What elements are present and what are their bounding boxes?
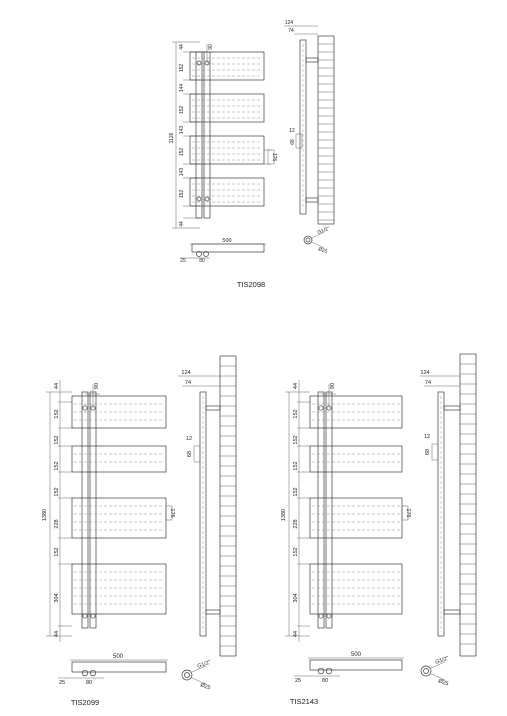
panel-group-2 [72, 446, 166, 472]
panel-group-1 [72, 396, 166, 428]
dim-panel-offset: 176 [271, 152, 277, 162]
dim-left-8: 44 [179, 221, 185, 227]
front-view [281, 380, 411, 684]
valve-detail [421, 655, 450, 687]
dim-left-3: 152 [179, 105, 185, 115]
dim-bracket-gap: 12 [423, 434, 431, 440]
front-view [42, 380, 175, 686]
dim-left-3: 152 [293, 461, 299, 471]
valve-top-left [319, 406, 323, 410]
dim-width: 500 [350, 652, 362, 658]
thread-label: G1/2" [196, 659, 212, 670]
panel-group-4 [190, 178, 264, 206]
thread-label: G1/2" [434, 655, 450, 666]
dim-left-0: 44 [293, 382, 299, 390]
dim-left-2: 152 [293, 435, 299, 445]
dim-height: 1126 [169, 132, 175, 144]
dim-left-4: 228 [293, 519, 299, 529]
valve-top-left [83, 406, 87, 410]
dim-left-4: 228 [54, 519, 60, 529]
dim-bracket-gap: 12 [185, 436, 193, 442]
dim-width: 500 [112, 654, 124, 660]
dim-left-2: 144 [179, 83, 185, 93]
dim-depth: 124 [181, 370, 191, 376]
dim-panel-offset: 176 [405, 508, 411, 518]
dim-depth: 124 [284, 20, 294, 26]
drawing-label: TIS2099 [70, 698, 100, 707]
valve-top-left [197, 61, 201, 65]
dim-height: 1380 [42, 508, 48, 522]
thread-label: G1/2" [316, 225, 331, 236]
dim-valve-edge: 25 [294, 678, 302, 684]
dim-valve-center: 80 [85, 680, 93, 686]
dim-left-6: 304 [54, 593, 60, 603]
dim-bracket-height: 68 [290, 139, 296, 145]
dim-left-7: 44 [293, 630, 299, 638]
dim-left-1: 152 [293, 409, 299, 419]
dim-left-4: 143 [179, 125, 185, 135]
valve-bottom-left [319, 614, 323, 618]
dim-depth: 124 [420, 370, 430, 376]
valve-bottom-left [197, 197, 201, 201]
dim-left-7: 44 [54, 630, 60, 638]
wall [460, 354, 476, 656]
dim-width: 500 [222, 238, 232, 244]
drawing-label: TIS2098 [236, 280, 266, 289]
dim-left-5: 152 [179, 147, 185, 157]
drawing-tis2099 [42, 356, 236, 707]
front-view [169, 42, 277, 264]
panel-group-3 [72, 498, 166, 538]
valve-detail [304, 226, 331, 255]
dim-left-3: 152 [54, 461, 60, 471]
dim-inner-depth: 74 [184, 380, 192, 386]
dim-left-0: 44 [179, 44, 185, 50]
valve-bottom-right [91, 614, 95, 618]
pipe-dim: Ø25 [437, 678, 450, 688]
dim-left-3b: 152 [54, 487, 60, 497]
side-view [178, 356, 236, 656]
dim-valve-center: 80 [321, 678, 329, 684]
valve-detail [182, 659, 212, 691]
dim-panel-offset: 176 [169, 508, 175, 518]
dim-bracket-height: 68 [425, 448, 431, 456]
dim-left-3b: 152 [293, 487, 299, 497]
dim-left-0: 44 [54, 382, 60, 390]
bottom-view [310, 660, 402, 670]
dim-left-6: 304 [293, 593, 299, 603]
dim-valve-offset: 90 [208, 44, 214, 50]
panel-group-1 [190, 52, 264, 80]
valve-bottom-right [327, 614, 331, 618]
dim-left-5: 152 [54, 547, 60, 557]
dim-bracket-gap: 12 [289, 128, 295, 134]
side-view [420, 354, 476, 656]
valve-bottom-right [205, 197, 209, 201]
dim-valve-offset: 90 [330, 382, 336, 390]
dim-left-2: 152 [54, 435, 60, 445]
pipe-dim: Ø25 [199, 682, 212, 692]
dim-inner-depth: 74 [288, 28, 294, 34]
dim-left-7: 152 [179, 189, 185, 199]
dim-inner-depth: 74 [424, 380, 432, 386]
valve-bottom-left [83, 614, 87, 618]
dim-height: 1380 [281, 508, 287, 522]
dim-valve-edge: 25 [58, 680, 66, 686]
dim-left-6: 143 [179, 167, 185, 177]
dim-left-1: 152 [179, 63, 185, 73]
panel-group-4 [72, 564, 166, 614]
pipe-dim: Ø25 [317, 246, 329, 256]
panel-group-2 [190, 94, 264, 122]
drawing-tis2098 [169, 20, 334, 289]
dim-left-1: 152 [54, 409, 60, 419]
dim-left-5: 152 [293, 547, 299, 557]
drawing-tis2143 [281, 354, 476, 706]
dim-bracket-height: 68 [187, 450, 193, 458]
panel-group-3 [190, 136, 264, 164]
dim-valve-center: 80 [199, 258, 205, 264]
side-view [284, 20, 334, 224]
dim-valve-edge: 25 [180, 258, 186, 264]
bottom-view [192, 244, 264, 252]
dim-valve-offset: 90 [94, 382, 100, 390]
drawing-label: TIS2143 [289, 697, 319, 706]
